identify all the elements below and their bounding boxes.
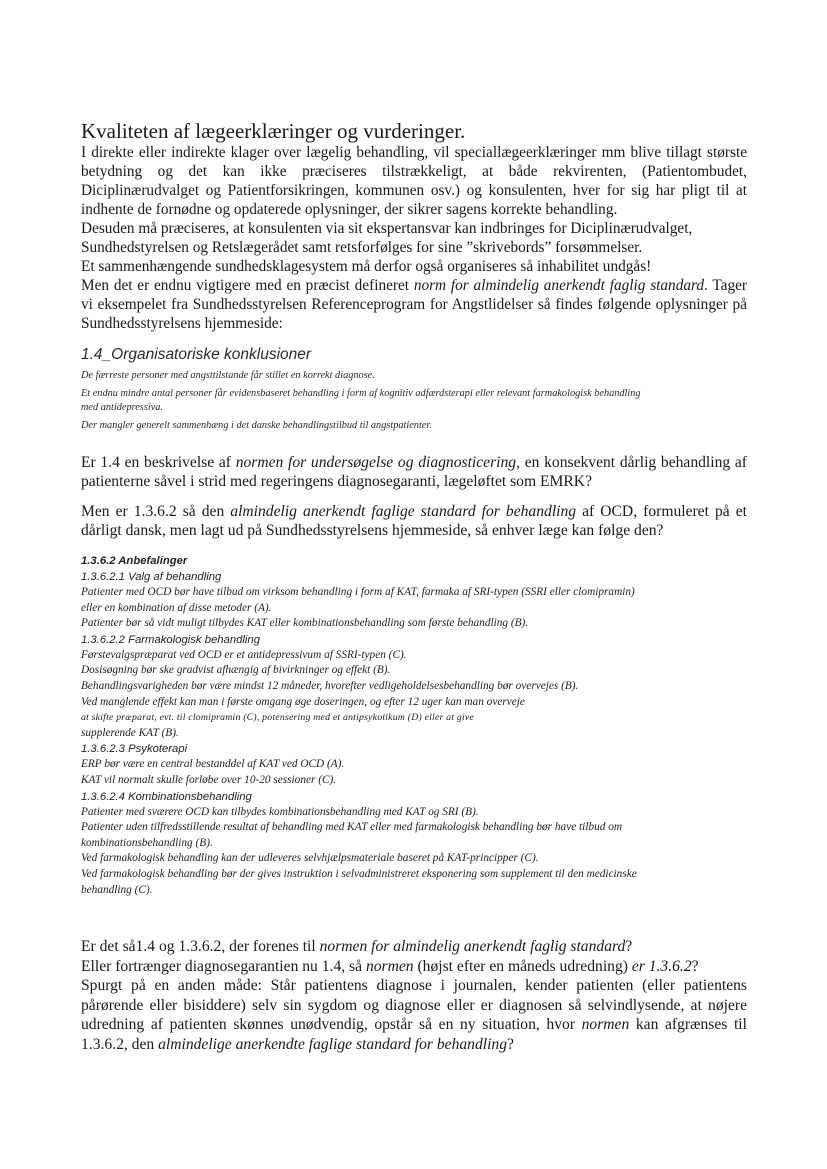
paragraph-emphasis: almindelig anerkendt faglige standard for behandling [230,503,577,520]
closing-question-1 [81,937,747,957]
paragraph [81,502,747,540]
closing-emphasis: normen [365,957,414,975]
section-1-4-list [81,369,641,433]
paragraph-text: Men er 1.3.6.2 så den [81,503,231,520]
recommendations-heading: 1.3.6.2 Anbefalinger [81,555,188,567]
section-1-4-heading: 1.4_Organisatoriske konklusioner [81,346,312,363]
subsection-title: 1.3.6.2.4 Kombinationsbehandling [81,790,252,803]
recommendation-line: Ved farmakologisk behandling kan der udleveres selvhjælpsmateriale baseret på KAT-principper (C). [81,852,539,865]
list-item: Der mangler generelt sammenhæng i det danske behandlingstilbud til angstpatienter. [81,420,432,431]
closing-emphasis: normen [581,1016,630,1033]
subsection-title: 1.3.6.2.3 Psykoterapi [81,743,188,756]
recommendation-line: Ved farmakologisk behandling bør der gives instruktion i selvadministreret eksponering som supplement til den medicinske behandling (C). [81,867,637,896]
paragraph-text: Er 1.4 en beskrivelse af [81,454,236,471]
recommendation-line: Patienter uden tilfredsstillende resultat af behandling med KAT eller med farmakologisk behandling bør have tilbud om kombinationsbehandling (B). [81,821,623,849]
paragraph-text: , en konsekvent dårlig behandling af patienterne såvel i strid med regeringens diagnosegaranti, lægeløftet som EMRK? [81,454,747,490]
paragraph [81,453,747,491]
closing-text: Eller fortrænger diagnosegarantien nu 1.4, så [81,957,366,975]
list-item: Et endnu mindre antal personer får evidensbaseret behandling i form af kognitiv adfærdsterapi eller relevant farmakologisk behandling med antidepressiva. [81,388,641,413]
intro-paragraph-3: Et sammenhængende sundhedsklagesystem må derfor også organiseres så inhabilitet undgås! [81,258,652,275]
closing-text: ? [507,1035,514,1053]
closing-emphasis: er 1.3.6.2 [631,957,692,975]
paragraph-1-3-6-2-question [81,502,747,540]
subsection-title: 1.3.6.2.1 Valg af behandling [81,571,222,583]
closing-emphasis: normen for almindelig anerkendt faglig standard [319,938,626,955]
closing-question-3 [81,976,747,1054]
intro-paragraph-2: Desuden må præciseres, at konsulenten via sit ekspertansvar kan indbringes for Diciplinærudvalget, Sundhedstyrelsen og Retslægerådet samt retsforfølges for sine ”skrivebords” forsømmelser. [81,220,693,256]
intro-paragraph-4 [81,276,747,333]
recommendation-line: Patienter bør så vidt muligt tilbydes KAT eller kombinationsbehandling som første behandling (B). [81,617,529,630]
recommendation-line: supplerende KAT (B). [81,726,179,739]
recommendations-block [81,553,641,898]
recommendation-line: at skifte præparat, evt. til clomipramin (C), potensering med et antipsykotikum (D) eller at give [81,712,474,724]
intro-emphasis: norm for almindelig anerkendt faglig standard [413,277,705,294]
recommendation-line: Patienter med OCD bør have tilbud om virksom behandling i form af KAT, farmaka af SRI-typen (SSRI eller clomipramin) eller en kombination af disse metoder (A). [81,586,635,614]
intro-text: Men det er endnu vigtigere med en præcist defineret [81,277,414,294]
recommendation-line: Ved manglende effekt kan man i første omgang øge doseringen, og efter 12 uger kan man overveje [81,695,525,708]
closing-text: kan afgrænses til 1.3.6.2, den [81,1016,747,1053]
closing-text: Spurgt på en anden måde: Står patientens diagnose i journalen, kender patienten (eller patientens pårørende eller bisiddere) selv sin sygdom og diagnose eller er diagnosen så selvindlysende, at nøjere udredning af patienten skønnes unødvendig, opstår så en ny situation, hvor [81,977,747,1033]
closing-text: (højst efter en måneds udredning) [413,957,632,975]
intro-block [81,143,747,333]
recommendation-line: Behandlingsvarigheden bør være mindst 12 måneder, hvorefter vedligeholdelsesbehandling bør overvejes (B). [81,679,579,692]
intro-text: . Tager vi eksempelet fra Sundhedsstyrelsen Referenceprogram for Angstlidelser så findes følgende oplysninger på Sundhedsstyrelsens hjemmeside: [81,277,747,332]
page-title: Kvaliteten af lægeerklæringer og vurderinger. [81,119,466,143]
list-item: De færreste personer med angsttilstande får stillet en korrekt diagnose. [81,370,375,381]
closing-text: ? [691,957,699,975]
subsection-title: 1.3.6.2.2 Farmakologisk behandling [81,633,260,646]
paragraph-emphasis: normen for undersøgelse og diagnosticering [235,454,517,471]
recommendation-line: Patienter med sværere OCD kan tilbydes kombinationsbehandling med KAT og SRI (B). [81,805,479,818]
closing-block [81,937,747,1054]
recommendation-line: KAT vil normalt skulle forløbe over 10-20 sessioner (C). [81,773,337,786]
closing-text: ? [625,938,633,955]
paragraph-1-4-question [81,453,747,491]
closing-text: Er det så1.4 og 1.3.6.2, der forenes til [81,938,320,955]
closing-emphasis: almindelige anerkendte faglige standard for behandling [158,1035,508,1053]
recommendation-line: ERP bør være en central bestanddel af KAT ved OCD (A). [81,758,345,771]
paragraph-text: af OCD, formuleret på et dårligt dansk, men lagt ud på Sundhedsstyrelsens hjemmeside, så enhver læge kan følge den? [81,503,747,539]
closing-question-2 [81,957,747,977]
recommendation-line: Førstevalgspræparat ved OCD er et antidepressivum af SSRI-typen (C). [81,648,407,661]
intro-paragraph-1: I direkte eller indirekte klager over lægelig behandling, vil speciallægeerklæringer mm blive tillagt største betydning og det kan ikke præciseres tilstrækkeligt, at både rekvirenten, (Patientombudet, Diciplinærudvalget og Patientforsikringen, kommunen osv.) og konsulenten, hver for sig har pligt til at indhente de fornødne og opdaterede oplysninger, der sikrer sagens korrekte behandling. [81,144,747,218]
recommendation-line: Dosisøgning bør ske gradvist afhængig af bivirkninger og effekt (B). [81,664,391,677]
